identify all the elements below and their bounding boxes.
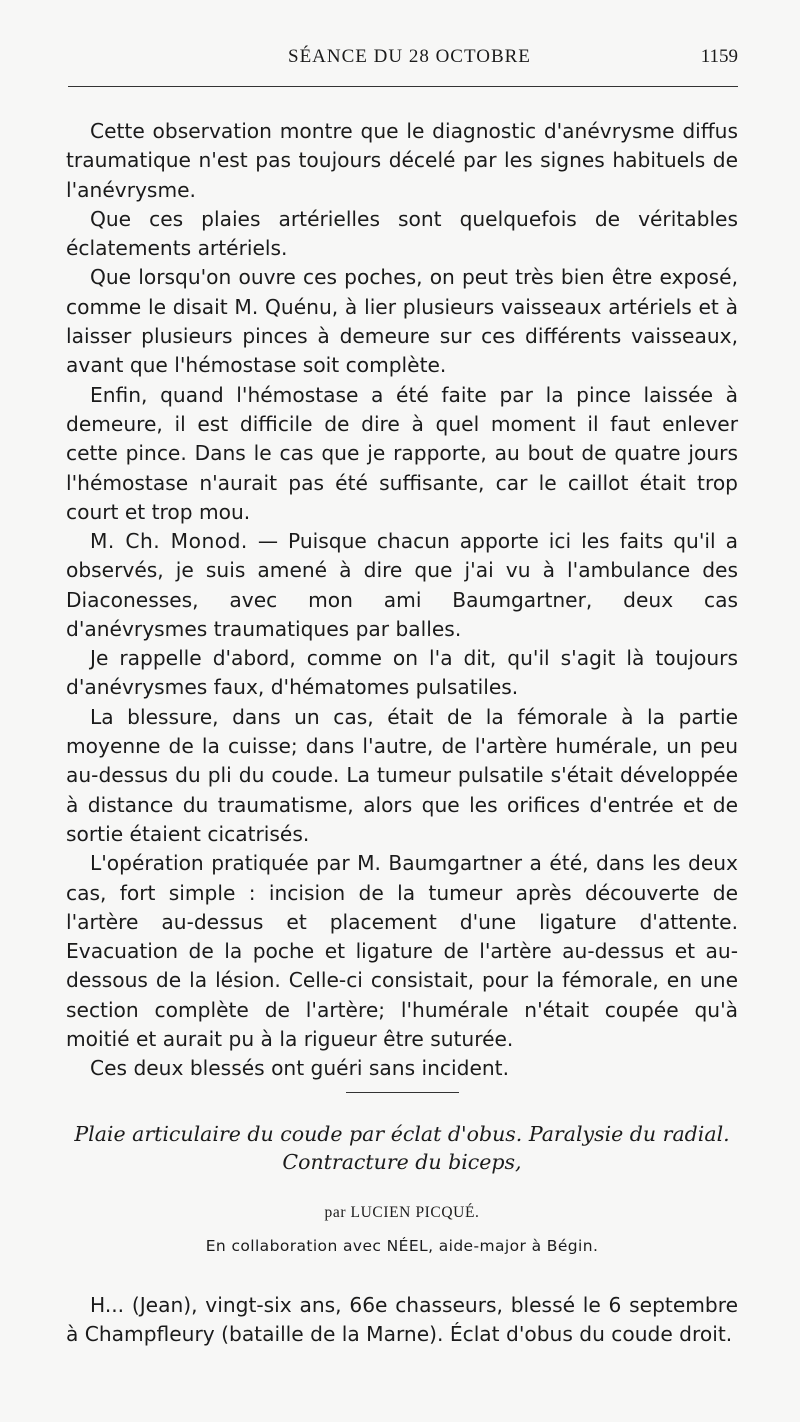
paragraph: L'opération pratiquée par M. Baumgartner a été, dans les deux cas, fort simple : incision de la tumeur après découverte de l'artère au-dessus et placement d'une ligature d'attente. Evacuation de la poche et ligature de l'artère au-dessus et au-dessous de la lésion. Celle-ci consistait, pour la fémorale, en une section complète de l'artère; l'humérale n'était coupée qu'à moitié et aurait pu à la rigueur être suturée. xyxy=(66,851,738,1052)
paragraph: Je rappelle d'abord, comme on l'a dit, qu'il s'agit là toujours d'anévrysmes faux, d'hématomes pulsatiles. xyxy=(66,646,738,700)
article-title-line-2: Contracture du biceps, xyxy=(282,1150,522,1174)
article-collaboration: En collaboration avec NÉEL, aide-major à Bégin. xyxy=(205,1237,599,1255)
header-rule xyxy=(68,86,738,87)
observation-conclusions xyxy=(66,117,738,527)
page-number: 1159 xyxy=(700,46,738,67)
paragraph: La blessure, dans un cas, était de la fémorale à la partie moyenne de la cuisse; dans l'autre, de l'artère humérale, un peu au-dessus du pli du coude. La tumeur pulsatile s'était développée à distance du traumatisme, alors que les orifices d'entrée et de sortie étaient cicatrisés. xyxy=(66,704,738,846)
article-byline: par LUCIEN PICQUÉ. xyxy=(324,1204,480,1221)
running-title: SÉANCE DU 28 OCTOBRE xyxy=(288,46,531,67)
case-text: H... (Jean), vingt-six ans, 66e chasseurs, blessé le 6 septembre à Champfleury (bataille de la Marne). Éclat d'obus du coude droit. xyxy=(66,1293,738,1347)
running-header xyxy=(66,46,738,76)
paragraph: Que lorsqu'on ouvre ces poches, on peut très bien être exposé, comme le disait M. Quénu, à lier plusieurs vaisseaux artériels et à laisser plusieurs pinces à demeure sur ces différents vaisseaux, avant que l'hémostase soit complète. xyxy=(66,265,738,378)
speaker-paragraph xyxy=(66,527,738,644)
monod-remarks xyxy=(66,527,738,1084)
case-description xyxy=(66,1291,738,1350)
paragraph: Enfin, quand l'hémostase a été faite par la pince laissée à demeure, il est difficile de dire à quel moment il faut enlever cette pince. Dans le cas que je rapporte, au bout de quatre jours l'hémostase n'aurait pas été suffisante, car le caillot était trop court et trop mou. xyxy=(66,382,738,524)
paragraph: Ces deux blessés ont guéri sans incident. xyxy=(90,1056,509,1081)
section-divider xyxy=(346,1092,459,1093)
speaker-name: M. Ch. Monod. xyxy=(90,529,248,553)
article-title xyxy=(66,1120,738,1176)
paragraph: Cette observation montre que le diagnostic d'anévrysme diffus traumatique n'est pas toujours décelé par les signes habituels de l'anévrysme. xyxy=(66,119,738,202)
paragraph: Que ces plaies artérielles sont quelquefois de véritables éclatements artériels. xyxy=(66,206,738,261)
article-title-line-1: Plaie articulaire du coude par éclat d'obus. Paralysie du radial. xyxy=(74,1122,730,1146)
speaker-text: — Puisque chacun apporte ici les faits qu'il a observés, je suis amené à dire que j'ai vu à l'ambulance des Diaconesses, avec mon ami Baumgartner, deux cas d'anévrysmes traumatiques par balles. xyxy=(66,529,738,641)
